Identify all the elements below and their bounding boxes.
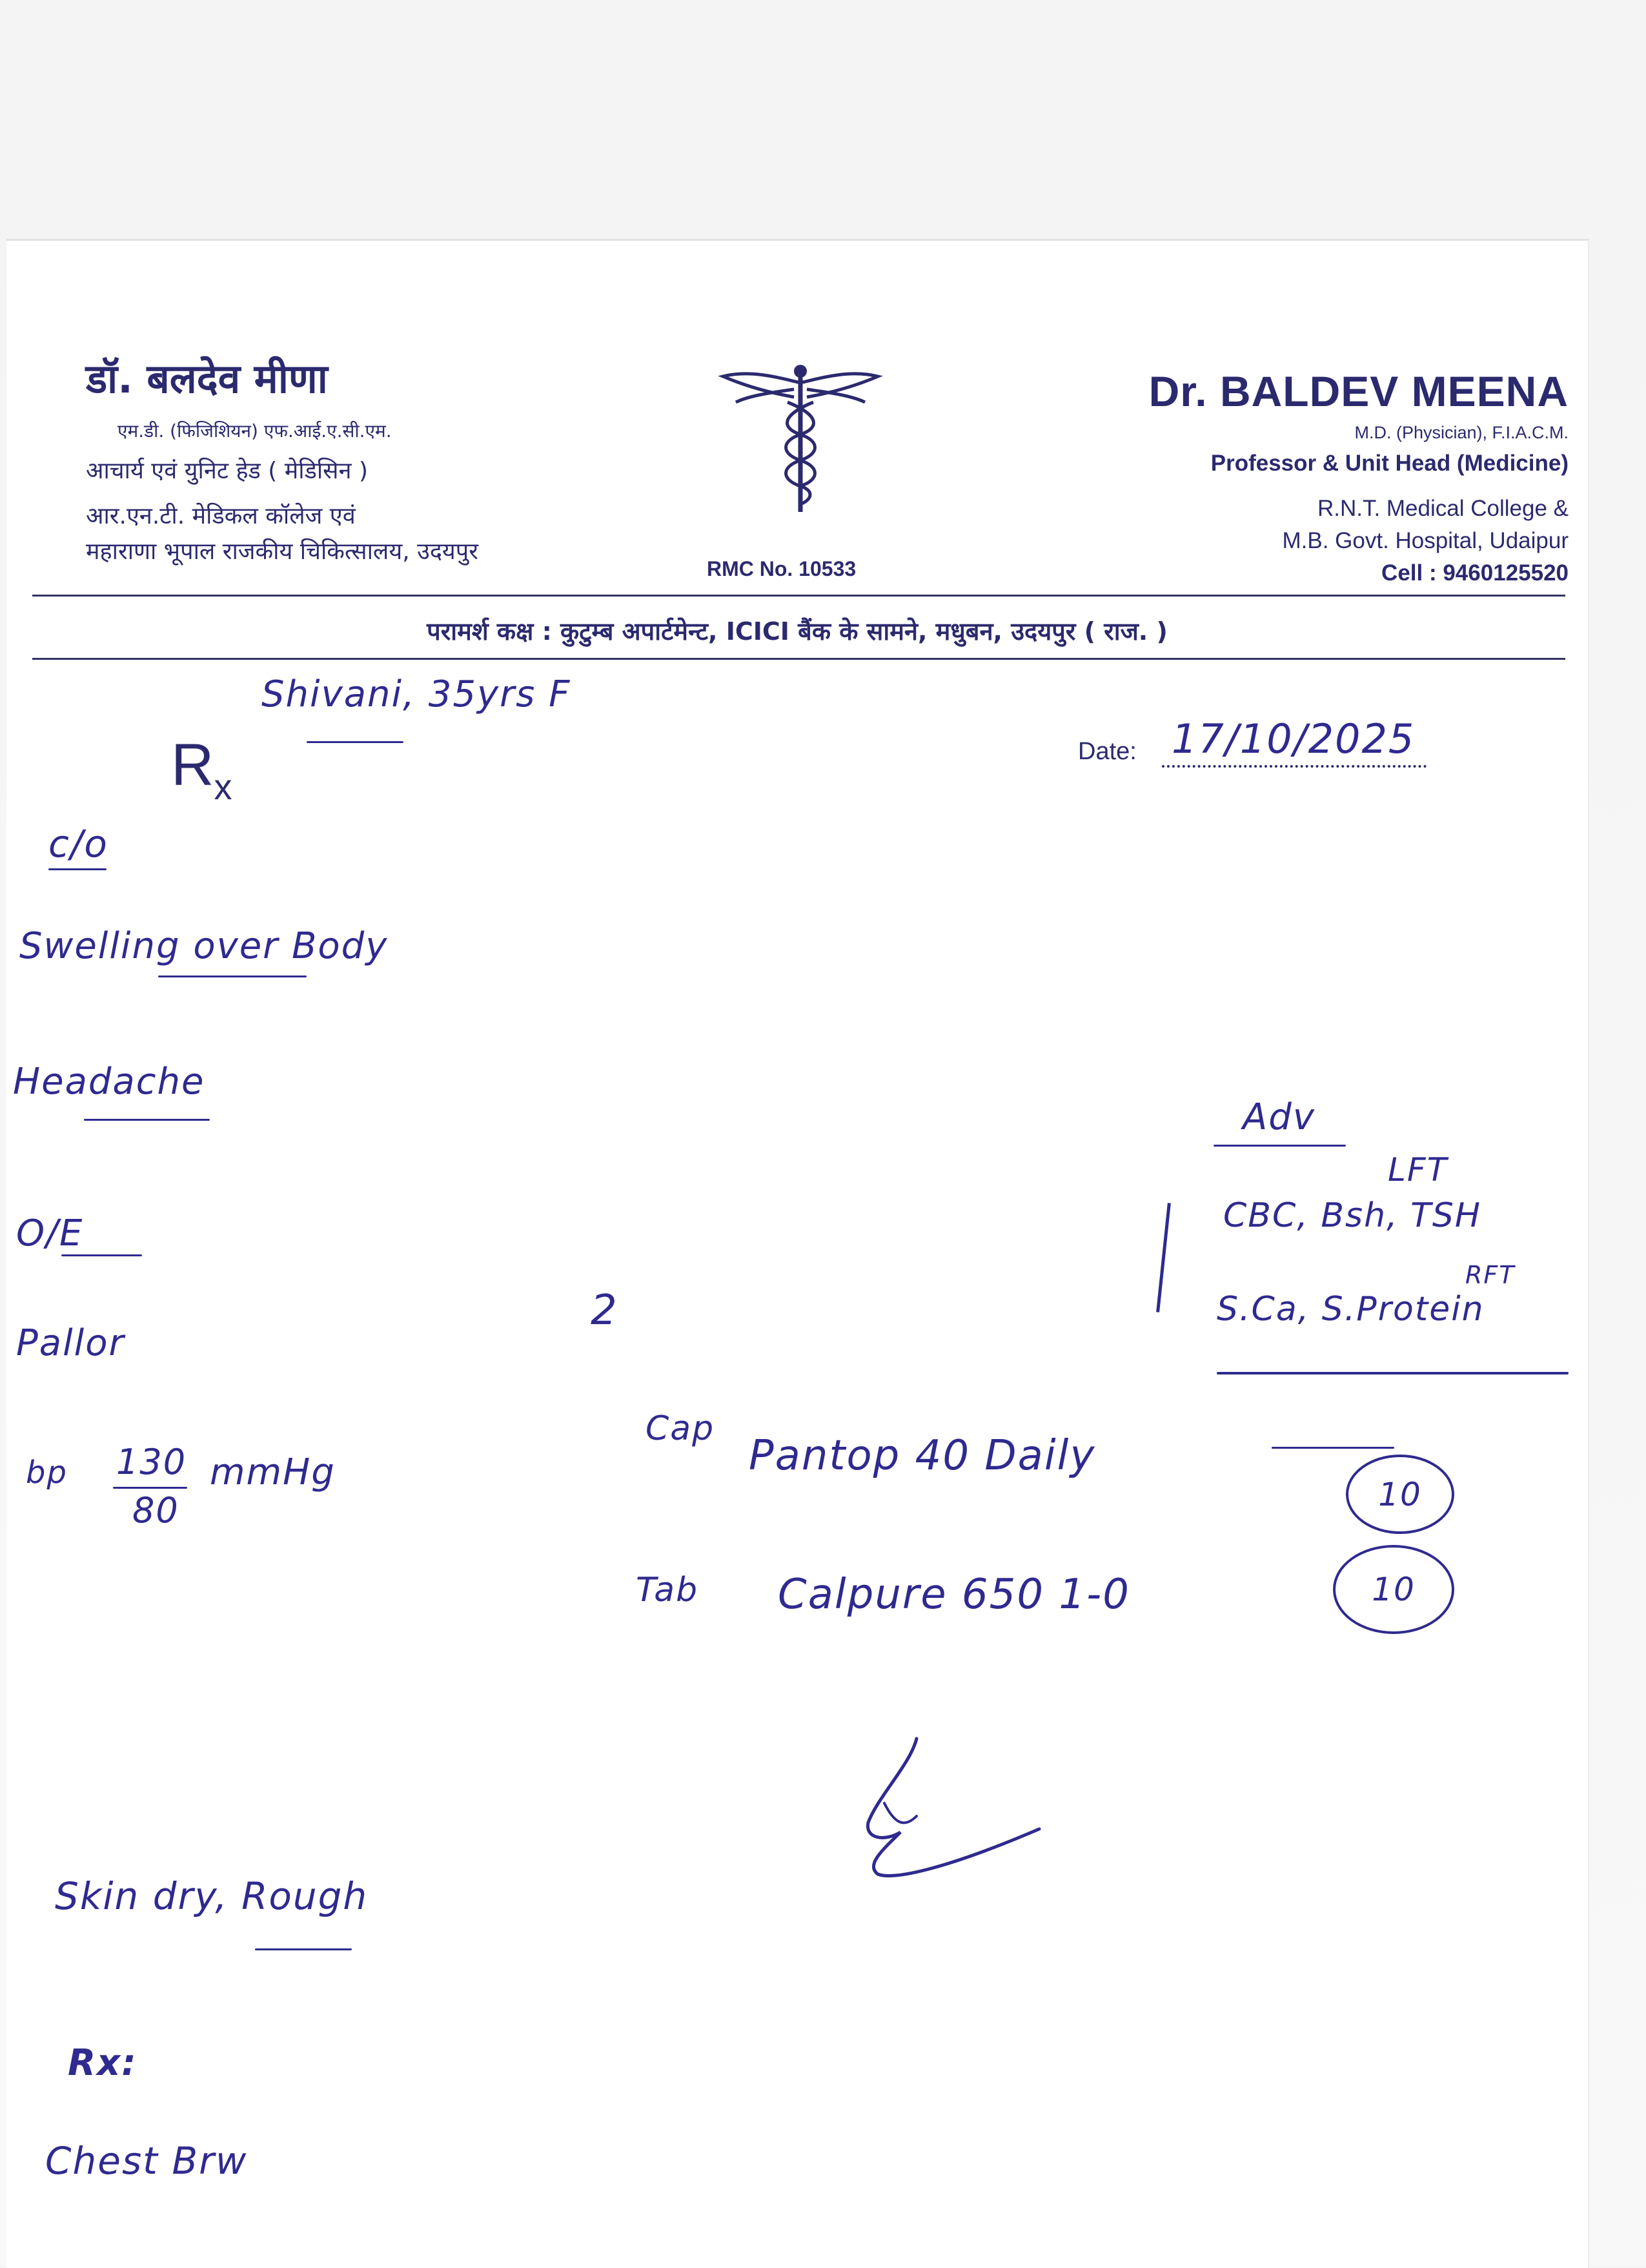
college-english: R.N.T. Medical College & bbox=[1317, 496, 1569, 521]
exam-item: Pallor bbox=[16, 1322, 125, 1364]
header-rule-bottom bbox=[32, 658, 1565, 660]
complaint-item: Swelling over Body bbox=[19, 925, 389, 967]
medicine-name: Calpure 650 1-0 bbox=[778, 1571, 1130, 1619]
designation-english: Professor & Unit Head (Medicine) bbox=[1210, 451, 1569, 476]
bp-diastolic: 80 bbox=[132, 1490, 179, 1531]
header-rule-top bbox=[32, 595, 1565, 597]
exam-item: O/E bbox=[16, 1212, 84, 1254]
complaint-underline bbox=[84, 1119, 210, 1121]
advice-item: S.Ca, S.Protein bbox=[1217, 1290, 1485, 1329]
caduceus-icon bbox=[710, 357, 891, 525]
designation-hindi: आचार्य एवं युनिट हेड ( मेडिसिन ) bbox=[86, 458, 368, 484]
patient-details: Shivani, 35yrs F bbox=[261, 673, 571, 715]
college-hindi: आर.एन.टी. मेडिकल कॉलेज एवं bbox=[86, 503, 356, 529]
medicine-count-circle bbox=[1333, 1545, 1454, 1634]
middle-mark: 2 bbox=[591, 1287, 618, 1334]
complaint-underline bbox=[158, 976, 307, 977]
doctor-name-english: Dr. BALDEV MEENA bbox=[1148, 367, 1569, 415]
date-label: Date: bbox=[1078, 738, 1137, 765]
complaints-underline bbox=[48, 868, 107, 870]
medicine-count: 10 bbox=[1372, 1571, 1416, 1608]
exam-item: Chest Brw bbox=[45, 2139, 248, 2183]
clinic-address: परामर्श कक्ष : कुटुम्ब अपार्टमेन्ट, ICICI बैंक के सामने, मधुबन, उदयपुर ( राज. ) bbox=[427, 617, 1168, 646]
date-line bbox=[1162, 765, 1427, 768]
hospital-english: M.B. Govt. Hospital, Udaipur bbox=[1282, 528, 1569, 553]
bp-unit: mmHg bbox=[210, 1451, 336, 1493]
date-value: 17/10/2025 bbox=[1172, 715, 1416, 762]
hospital-hindi: महाराणा भूपाल राजकीय चिकित्सालय, उदयपुर bbox=[86, 538, 478, 565]
advice-underline bbox=[1214, 1145, 1346, 1147]
bp-systolic: 130 bbox=[116, 1442, 187, 1482]
exam-underline bbox=[255, 1948, 352, 1950]
medicine-prefix: Cap bbox=[645, 1409, 715, 1448]
cell-number: Cell : 9460125520 bbox=[1381, 560, 1569, 586]
medicine-prefix: Tab bbox=[636, 1571, 699, 1609]
advice-item: RFT bbox=[1465, 1261, 1516, 1289]
patient-underline bbox=[307, 741, 403, 743]
complaint-item: Headache bbox=[13, 1061, 205, 1103]
exam-underline bbox=[61, 1254, 142, 1256]
doctor-signature bbox=[839, 1726, 1059, 1894]
exam-item: Rx: bbox=[68, 2042, 137, 2084]
exam-item: Skin dry, Rough bbox=[55, 1874, 369, 1918]
exam-item: bp bbox=[26, 1455, 68, 1491]
doctor-name-hindi: डॉ. बलदेव मीणा bbox=[86, 355, 328, 402]
advice-item: CBC, Bsh, TSH bbox=[1223, 1196, 1482, 1235]
complaints-heading: c/o bbox=[48, 822, 108, 866]
rmc-number: RMC No. 10533 bbox=[707, 557, 857, 580]
qualification-english: M.D. (Physician), F.I.A.C.M. bbox=[1354, 423, 1569, 442]
advice-rule bbox=[1217, 1372, 1569, 1374]
advice-item: LFT bbox=[1388, 1151, 1448, 1189]
advice-bracket bbox=[1156, 1203, 1171, 1313]
advice-heading: Adv bbox=[1243, 1096, 1316, 1138]
rx-symbol: $R_x$ bbox=[171, 732, 232, 807]
medicine-dash bbox=[1272, 1447, 1394, 1449]
rx-subscript: x bbox=[214, 766, 232, 807]
medicine-name: Pantop 40 Daily bbox=[749, 1432, 1096, 1480]
bp-fraction-line bbox=[113, 1487, 187, 1489]
prescription-sheet bbox=[6, 239, 1589, 2268]
medicine-count-circle bbox=[1346, 1455, 1454, 1534]
qualification-hindi: एम.डी. (फिजिशियन) एफ.आई.ए.सी.एम. bbox=[117, 420, 392, 442]
medicine-count: 10 bbox=[1378, 1475, 1422, 1513]
